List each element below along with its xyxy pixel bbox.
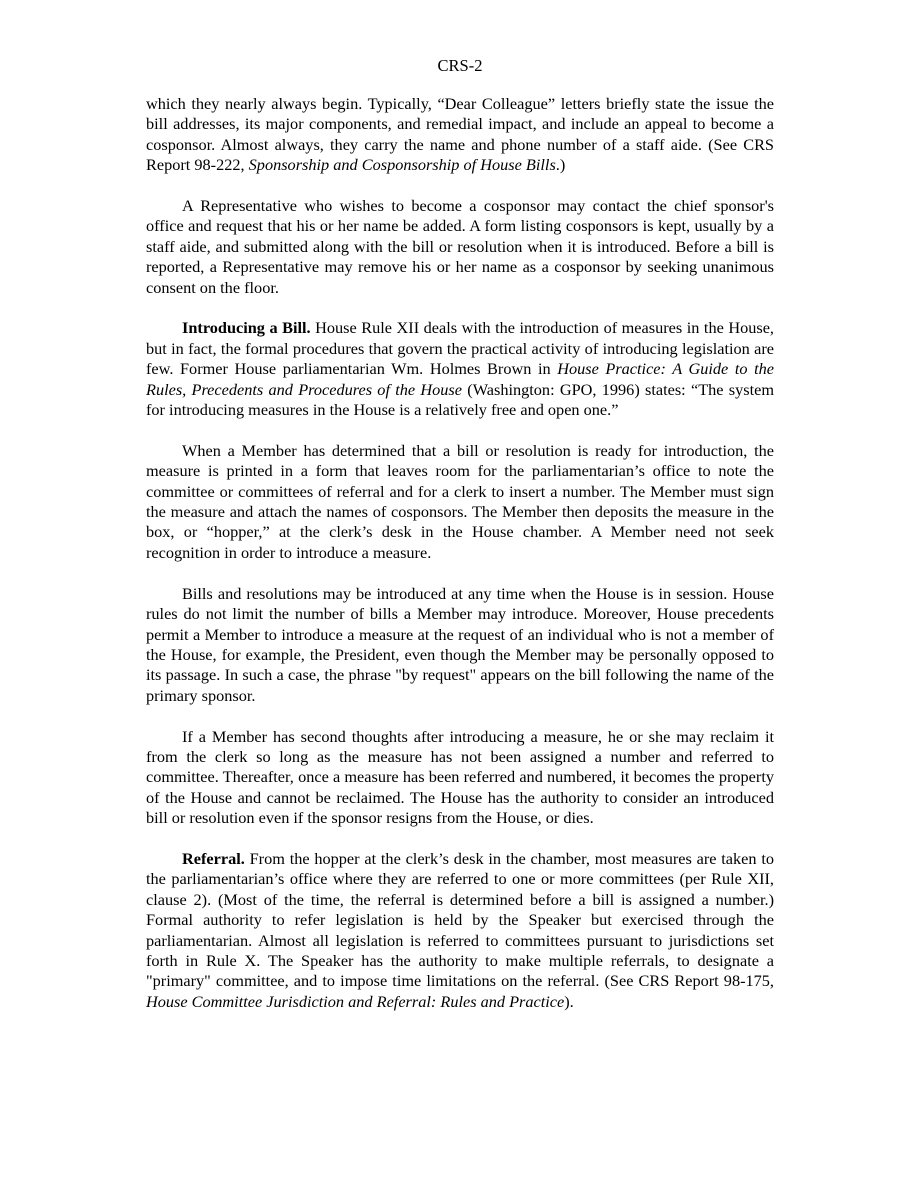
paragraph-text: which they nearly always begin. Typically, “Dear Colleague” letters briefly state the issue the bill addresses, its major components, and remedial impact, and include an appeal to become a cosponsor. Almost always, they carry the name and phone number of a staff aide. (See CRS Report 98-222, xyxy=(146,94,774,175)
paragraph-text: .) xyxy=(555,155,566,175)
paragraph-text: House Rule XII deals with the introduction of measures in the House, but in fact, the formal procedures that govern the practical activity of introducing legislation are few. Former House parliamentarian Wm. Holmes Brown in xyxy=(146,318,774,379)
page-label: CRS-2 xyxy=(437,56,483,75)
paragraph-session-rules xyxy=(146,584,774,706)
paragraph-reclaim xyxy=(146,727,774,829)
page-header xyxy=(0,56,920,76)
report-title: House Committee Jurisdiction and Referral: Rules and Practice xyxy=(146,991,565,1011)
paragraph-referral xyxy=(146,849,774,1012)
book-title: House Practice: A Guide to the Rules, Precedents and Procedures of the House xyxy=(146,359,774,399)
paragraph-text: From the hopper at the clerk’s desk in the chamber, most measures are taken to the parliamentarian’s office where they are referred to one or more committees (per Rule XII, clause 2). (Most of the time, the referral is determined before a bill is assigned a number.) Formal authority to refer legislation is held by the Speaker but exercised through the parliamentarian. Almost all legislation is referred to committees pursuant to jurisdictions set forth in Rule X. The Speaker has the authority to make multiple referrals, to designate a "primary" committee, and to impose time limitations on the referral. (See CRS Report 98-175, xyxy=(146,848,774,991)
paragraph-text: ). xyxy=(564,991,574,1011)
paragraph-introduction-process xyxy=(146,441,774,563)
paragraph-text: When a Member has determined that a bill or resolution is ready for introduction, the measure is printed in a form that leaves room for the parliamentarian’s office to note the committee or committees of referral and for a clerk to insert a number. The Member must sign the measure and attach the names of cosponsors. The Member then deposits the measure in the box, or “hopper,” at the clerk’s desk in the House chamber. A Member need not seek recognition in order to introduce a measure. xyxy=(146,440,774,562)
paragraph-text: (Washington: GPO, 1996) states: “The system for introducing measures in the House is a relatively free and open one.” xyxy=(146,379,775,420)
paragraph-dear-colleague xyxy=(146,94,774,176)
document-body xyxy=(146,94,774,1033)
paragraph-cosponsor xyxy=(146,196,774,298)
section-heading: Introducing a Bill. xyxy=(182,318,311,338)
paragraph-text: If a Member has second thoughts after introducing a measure, he or she may reclaim it from the clerk so long as the measure has not been assigned a number and referred to committee. Thereafter, once a measure has been referred and numbered, it becomes the property of the House and cannot be reclaimed. The House has the authority to consider an introduced bill or resolution even if the sponsor resigns from the House, or dies. xyxy=(146,726,774,828)
report-title: Sponsorship and Cosponsorship of House Bills xyxy=(248,155,556,175)
section-heading: Referral. xyxy=(182,848,245,868)
paragraph-introducing-bill xyxy=(146,318,774,420)
paragraph-text: Bills and resolutions may be introduced at any time when the House is in session. House rules do not limit the number of bills a Member may introduce. Moreover, House precedents permit a Member to introduce a measure at the request of an individual who is not a member of the House, for example, the President, even though the Member may be personally opposed to its passage. In such a case, the phrase "by request" appears on the bill following the name of the primary sponsor. xyxy=(146,583,774,705)
paragraph-text: A Representative who wishes to become a cosponsor may contact the chief sponsor's office and request that his or her name be added. A form listing cosponsors is kept, usually by a staff aide, and submitted along with the bill or resolution when it is introduced. Before a bill is reported, a Representative may remove his or her name as a cosponsor by seeking unanimous consent on the floor. xyxy=(146,196,774,297)
